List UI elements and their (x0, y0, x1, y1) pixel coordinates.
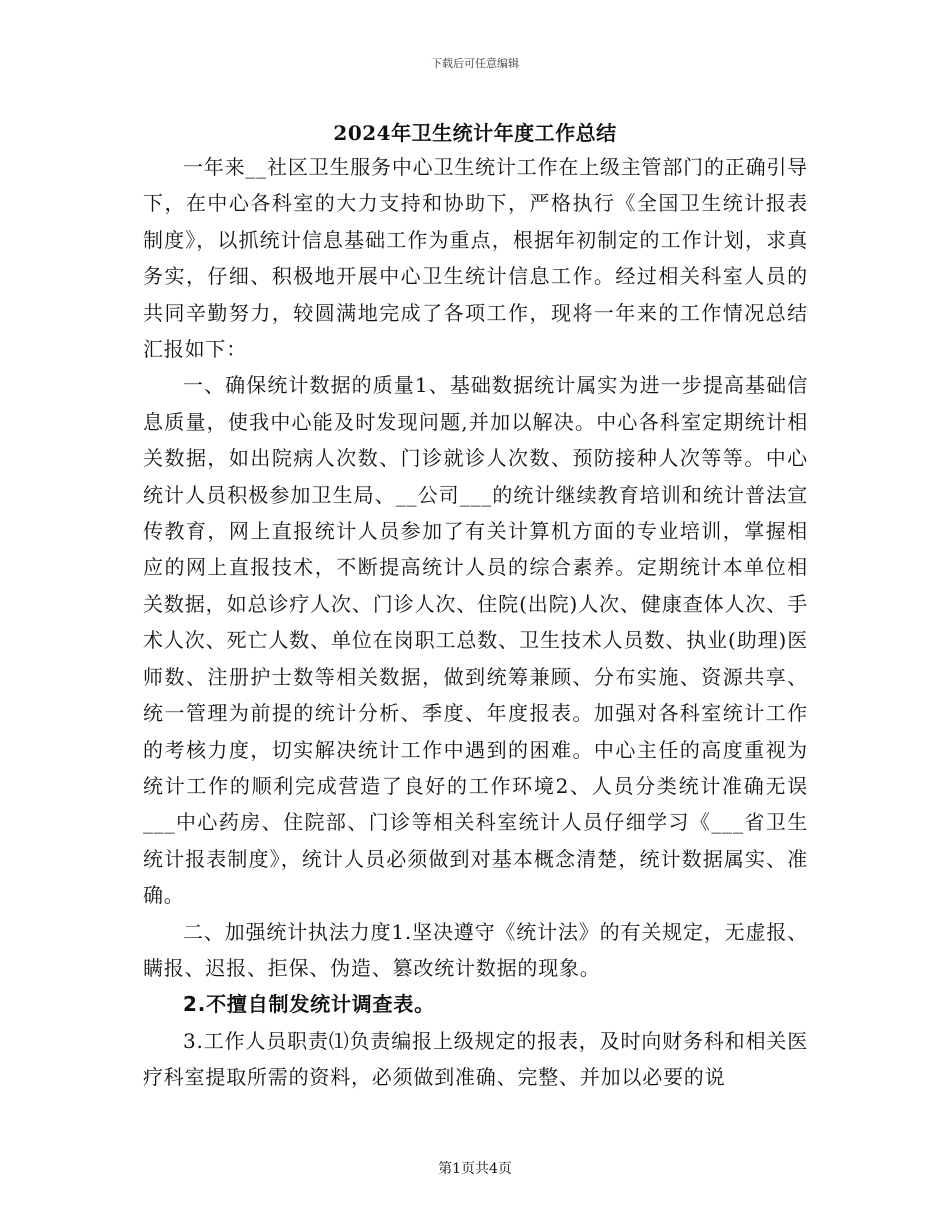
header-note: 下载后可任意编辑 (431, 57, 519, 70)
paragraph-point-2: 2.不擅自制发统计调查表。 (183, 992, 435, 1017)
paragraph-point-3: 3.工作人员职责⑴负责编报上级规定的报表，及时向财务科和相关医疗科室提取所需的资料，必须做到准确、完整、并加以必要的说 (143, 1028, 808, 1090)
paragraph-section-2: 二、加强统计执法力度1.坚决遵守《统计法》的有关规定，无虚报、瞒报、迟报、拒保、伪造、篡改统计数据的现象。 (143, 919, 808, 980)
paragraph-section-1: 一、确保统计数据的质量1、基础数据统计属实为进一步提高基础信息质量，使我中心能及时发现问题,并加以解决。中心各科室定期统计相关数据，如出院病人次数、门诊就诊人次数、预防接种人次等等。中心统计人员积极参加卫生局、__公司___的统计继续教育培训和统计普法宣传教育，网上直报统计人员参加了有关计算机方面的专业培训，掌握相应的网上直报技术，不断提高统计人员的综合素养。定期统计本单位相关数据，如总诊疗人次、门诊人次、住院(出院)人次、健康查体人次、手术人次、死亡人数、单位在岗职工总数、卫生技术人员数、执业(助理)医师数、注册护士数等相关数据，做到统筹兼顾、分布实施、资源共享、统一管理为前提的统计分析、季度、年度报表。加强对各科室统计工作的考核力度，切实解决统计工作中遇到的困难。中心主任的高度重视为统计工作的顺利完成营造了良好的工作环境2、人员分类统计准确无误___中心药房、住院部、门诊等相关科室统计人员仔细学习《___省卫生统计报表制度》，统计人员必须做到对基本概念清楚，统计数据属实、准确。 (143, 373, 808, 908)
document-body (143, 149, 808, 1096)
page-number: 第1页共4页 (438, 1161, 512, 1177)
paragraph-intro: 一年来__社区卫生服务中心卫生统计工作在上级主管部门的正确引导下，在中心各科室的大力支持和协助下，严格执行《全国卫生统计报表制度》，以抓统计信息基础工作为重点，根据年初制定的工作计划，求真务实，仔细、积极地开展中心卫生统计信息工作。经过相关科室人员的共同辛勤努力，较圆满地完成了各项工作，现将一年来的工作情况总结汇报如下： (143, 155, 808, 362)
document-title: 2024年卫生统计年度工作总结 (333, 121, 617, 145)
